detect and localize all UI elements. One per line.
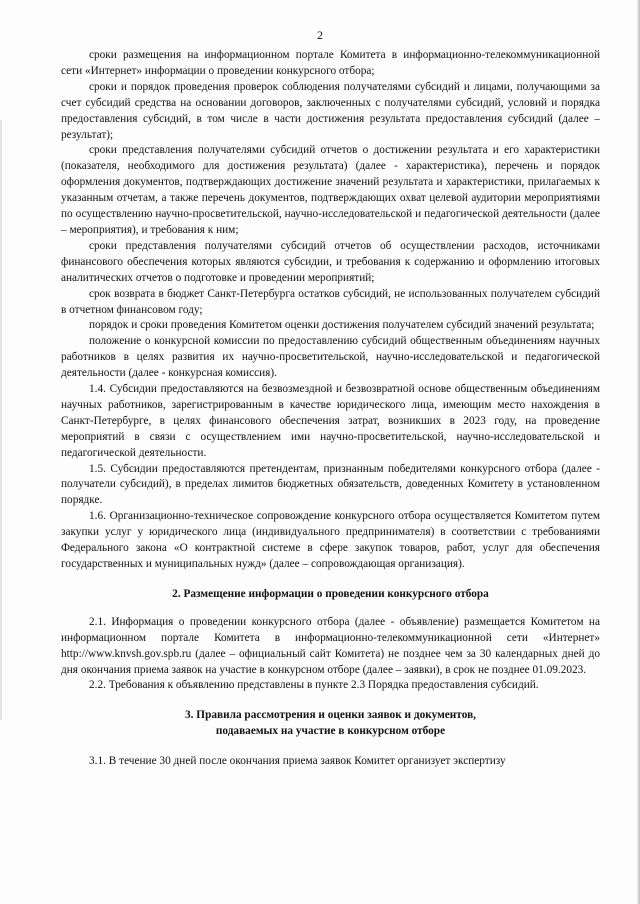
paragraph-3-1: 3.1. В течение 30 дней после окончания приема заявок Комитет организует экспертизу [89, 755, 506, 768]
section-heading-3-line2: подаваемых на участие в конкурсном отборе [215, 725, 446, 738]
page-number: 2 [317, 28, 323, 42]
section-heading-3 [61, 708, 600, 740]
paragraph-commission-regulation: положение о конкурсной комиссии по предоставлению субсидий общественным объединениям научных работников в целях развития их научно-просветительской, научно-исследовательской и педагогической деятельности (далее - конкурсная комиссия). [61, 335, 600, 380]
scan-edge-left [0, 120, 2, 720]
paragraph-reporting-expenses: сроки представления получателями субсидий отчетов об осуществлении расходов, источниками финансового обеспечения которых являются субсидии, и требования к содержанию и оформлению итоговых аналитических отчетов о подготовке и проведении мероприятий; [61, 239, 600, 284]
paragraph-reporting-results: сроки представления получателями субсидий отчетов о достижении результата и его характеристики (показателя, необходимого для достижения результата) (далее - характеристика), перечень и порядок оформления документов, подтверждающих достижение значений результата и характеристики, прилагаемых к указанным отчетам, а также перечень документов, подтверждающих охват целевой аудитории мероприятиями по осуществлению научно-просветительской, научно-исследовательской и педагогической деятельности (далее – мероприятия), и требования к ним; [61, 144, 600, 236]
section-heading-2: 2. Размещение информации о проведении конкурсного отбора [172, 587, 489, 600]
paragraph-1-6: 1.6. Организационно-техническое сопровождение конкурсного отбора осуществляется Комитетом путем закупки услуг у юридического лица (индивидуального предпринимателя) в соответствии с требованиями Федерального закона «О контрактной системе в сфере закупок товаров, работ, услуг для обеспечения государственных и муниципальных нужд» (далее – сопровождающая организация). [61, 510, 600, 570]
paragraph-1-5: 1.5. Субсидии предоставляются претендентам, признанным победителями конкурсного отбора (далее - получатели субсидий), в пределах лимитов бюджетных обязательств, доведенных Комитету в установленном порядке. [61, 462, 600, 507]
paragraph-deadline-publication: сроки размещения на информационном портале Комитета в информационно-телекоммуникационной сети «Интернет» информации о проведении конкурсного отбора; [61, 49, 600, 77]
paragraph-2-1: 2.1. Информация о проведении конкурсного отбора (далее - объявление) размещается Комитетом на информационном портале Комитета в информационно-телекоммуникационной сети «Интернет» http://www.knvsh.gov.spb.ru (далее – официальный сайт Комитета) не позднее чем за 30 календарных дней до дня окончания приема заявок на участие в конкурсном отборе (далее – заявки), в срок не позднее 01.09.2023. [61, 615, 600, 676]
paragraph-return-deadline: срок возврата в бюджет Санкт-Петербурга остатков субсидий, не использованных получателем субсидий в отчетном финансовом году; [61, 287, 600, 316]
paragraph-inspection-procedure: сроки и порядок проведения проверок соблюдения получателями субсидий и лицами, получающими за счет субсидий средства на основании договоров, заключенных с получателями субсидий, условий и порядка предоставления субсидий, в том числе в части достижения результата предоставления субсидий (далее – результат); [61, 80, 600, 141]
section-heading-3-line1: 3. Правила рассмотрения и оценки заявок и документов, [185, 709, 476, 722]
paragraph-evaluation-procedure: порядок и сроки проведения Комитетом оценки достижения получателем субсидий значений результата; [89, 319, 595, 332]
paragraph-1-4: 1.4. Субсидии предоставляются на безвозмездной и безвозвратной основе общественным объединениям научных работников, зарегистрированным в качестве юридического лица, имеющим место нахождения в Санкт-Петербурге, в целях финансового обеспечения затрат, возникших в 2023 году, на проведение мероприятий в связи с осуществлением ими научно-просветительской, научно-исследовательской и педагогической деятельности. [61, 383, 600, 459]
paragraph-2-2: 2.2. Требования к объявлению представлены в пункте 2.3 Порядка предоставления субсидий. [89, 679, 539, 692]
document-body [61, 48, 600, 770]
